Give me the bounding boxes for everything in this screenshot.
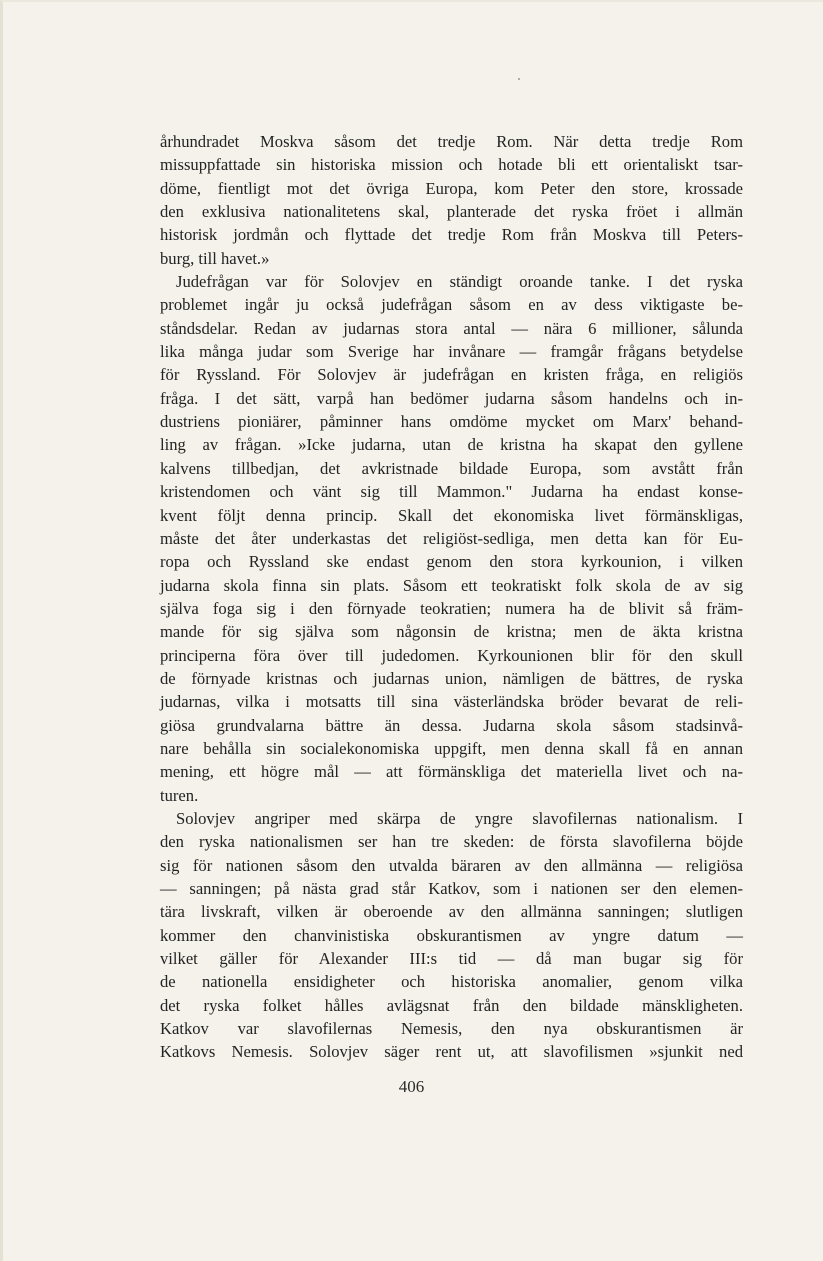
text-line: måste det åter underkastas det religiöst-sedliga, men detta kan för Eu-: [160, 528, 743, 548]
paragraph-2: [160, 270, 743, 807]
text-line: mande för sig själva som någonsin de kristna; men de äkta kristna: [160, 622, 743, 642]
text-line: sig för nationen såsom den utvalda bäraren av den allmänna — religiösa: [160, 855, 743, 875]
text-line: judarna skola finna sin plats. Såsom ett teokratiskt folk skola de av sig: [160, 575, 743, 595]
text-line: själva foga sig i den förnyade teokratien; numera ha de blivit så främ-: [160, 598, 743, 618]
text-line: ling av frågan. »Icke judarna, utan de kristna ha skapat den gyllene: [160, 435, 743, 455]
text-line: den exklusiva nationalitetens skal, planterade det ryska fröet i allmän: [160, 202, 743, 222]
text-line: den ryska nationalismen ser han tre skeden: de första slavofilerna böjde: [160, 832, 743, 852]
text-line: århundradet Moskva såsom det tredje Rom. När detta tredje Rom: [160, 132, 743, 151]
text-line: de förnyade kristnas och judarnas union, nämligen de bättres, de ryska: [160, 668, 743, 688]
text-line: nare behålla sin socialekonomiska uppgift, men denna skall få en annan: [160, 738, 743, 758]
text-line: burg, till havet.»: [160, 248, 270, 268]
text-line: de nationella ensidigheter och historiska anomalier, genom vilka: [160, 972, 743, 992]
text-line: kristendomen och vänt sig till Mammon." Judarna ha endast konse-: [160, 482, 743, 502]
text-line: tära livskraft, vilken är oberoende av den allmänna sanningen; slutligen: [160, 902, 743, 922]
text-line: giösa grundvalarna bättre än dessa. Judarna skola såsom stadsinvå-: [160, 715, 743, 735]
text-line: ropa och Ryssland ske endast genom den stora kyrkounion, i vilken: [160, 552, 743, 572]
text-line: ståndsdelar. Redan av judarnas stora antal — nära 6 millioner, sålunda: [160, 318, 743, 338]
text-line: fråga. I det sätt, varpå han bedömer judarna såsom handelns och in-: [160, 388, 743, 408]
text-line: dustriens pioniärer, påminner hans omdöme mycket om Marx' behand-: [160, 412, 743, 432]
text-line: döme, fientligt mot det övriga Europa, kom Peter den store, krossade: [160, 178, 743, 198]
text-line: mening, ett högre mål — att förmänskliga det materiella livet och na-: [160, 762, 743, 782]
text-line: kommer den chanvinistiska obskurantismen av yngre datum —: [160, 925, 743, 945]
paragraph-1: [160, 130, 743, 270]
text-line: judarnas, vilka i motsatts till sina västerländska bröder bevarat de reli-: [160, 692, 743, 712]
text-line: problemet ingår ju också judefrågan såsom en av dess viktigaste be-: [160, 295, 743, 315]
text-line: Katkov var slavofilernas Nemesis, den nya obskurantismen är: [160, 1019, 743, 1039]
text-line: kvent följt denna princip. Skall det ekonomiska livet förmänskligas,: [160, 505, 743, 525]
text-line: missuppfattade sin historiska mission och hotade bli ett orientaliskt tsar-: [160, 155, 743, 175]
text-line: turen.: [160, 785, 199, 805]
text-line: vilket gäller för Alexander III:s tid — då man bugar sig för: [160, 949, 743, 969]
text-line: det ryska folket hålles avlägsnat från den bildade mänskligheten.: [160, 995, 743, 1015]
text-line: — sanningen; på nästa grad står Katkov, som i nationen ser den elemen-: [160, 879, 743, 898]
paper-speck: [518, 78, 520, 80]
paragraph-3: [160, 807, 743, 1064]
body-text: [160, 130, 743, 1064]
text-line: historisk jordmån och flyttade det tredje Rom från Moskva till Peters-: [160, 225, 743, 245]
text-line: Judefrågan var för Solovjev en ständigt oroande tanke. I det ryska: [176, 272, 743, 292]
text-line: Solovjev angriper med skärpa de yngre slavofilernas nationalism. I: [176, 808, 743, 828]
text-line: Katkovs Nemesis. Solovjev säger rent ut, att slavofilismen »sjunkit ned: [160, 1042, 743, 1062]
page-number: 406: [398, 1077, 425, 1096]
text-line: lika många judar som Sverige har invånare — framgår frågans betydelse: [160, 342, 743, 362]
text-line: för Ryssland. För Solovjev är judefrågan en kristen fråga, en religiös: [160, 365, 743, 385]
text-line: kalvens tillbedjan, det avkristnade bildade Europa, som avstått från: [160, 458, 743, 478]
text-line: principerna föra över till judedomen. Kyrkounionen blir för den skull: [160, 645, 743, 665]
